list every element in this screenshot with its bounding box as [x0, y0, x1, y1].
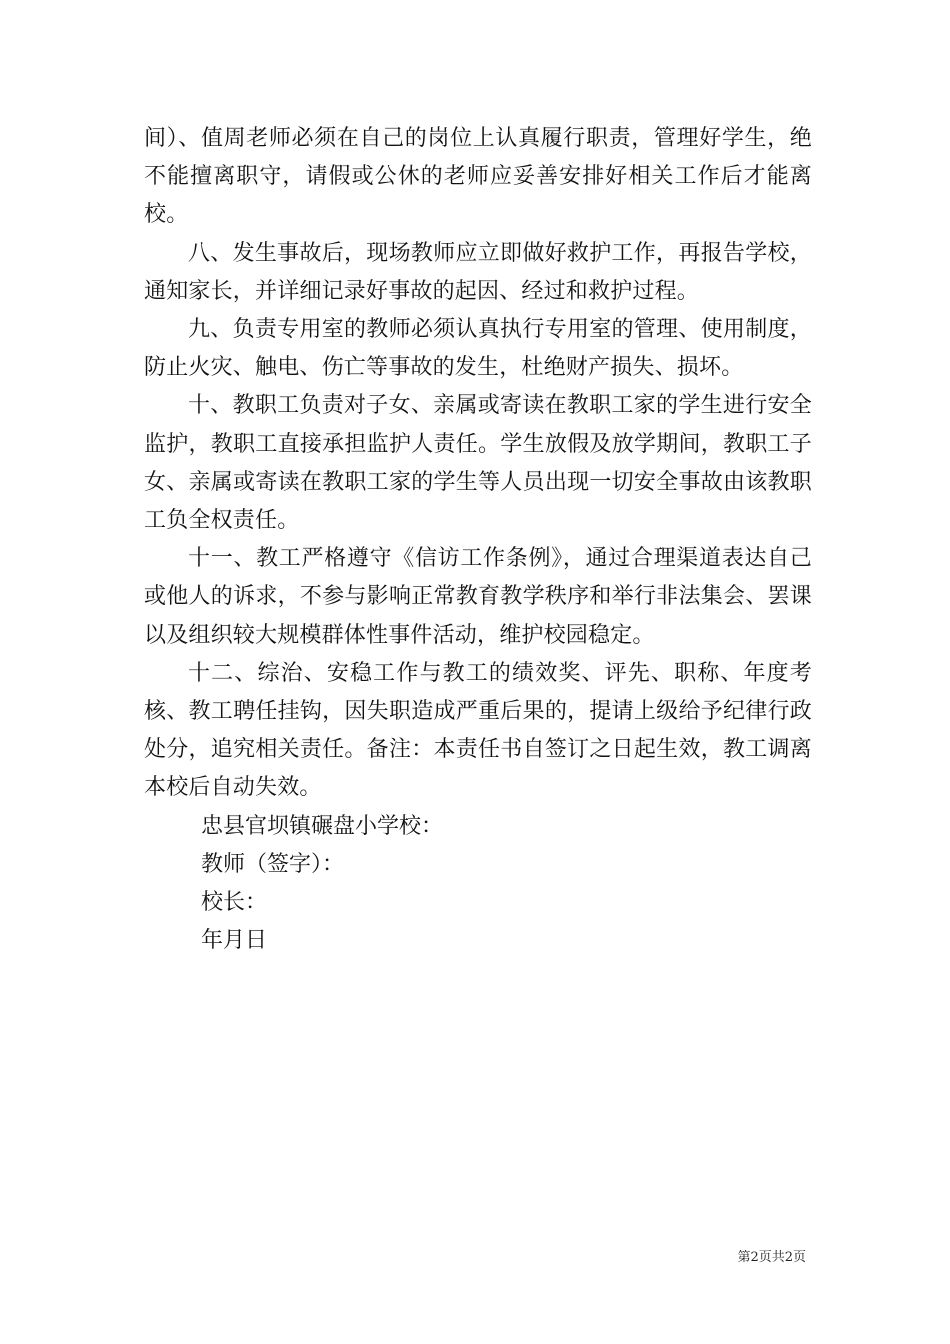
- page-footer: [0, 1246, 806, 1265]
- paragraph-item-9: 九、负责专用室的教师必须认真执行专用室的管理、使用制度，防止火灾、触电、伤亡等事故的发生，杜绝财产损失、损坏。: [144, 317, 812, 381]
- paragraph-item-11: 十一、教工严格遵守《信访工作条例》，通过合理渠道表达自己或他人的诉求，不参与影响正常教育教学秩序和举行非法集会、罢课以及组织较大规模群体性事件活动，维护校园稳定。: [144, 546, 812, 648]
- page-number: 第2页共2页: [737, 1250, 806, 1265]
- signature-school: 忠县官坝镇碾盘小学校：: [201, 813, 444, 839]
- paragraph-item-12: 十二、综治、安稳工作与教工的绩效奖、评先、职称、年度考核、教工聘任挂钩，因失职造成严重后果的，提请上级给予纪律行政处分，追究相关责任。备注：本责任书自签订之日起生效，教工调离本校后自动失效。: [144, 660, 812, 801]
- paragraph-item-8: 八、发生事故后，现场教师应立即做好救护工作，再报告学校，通知家长，并详细记录好事故的起因、经过和救护过程。: [144, 240, 812, 304]
- document-body: [144, 120, 812, 960]
- paragraph-continuation: 间）、值周老师必须在自己的岗位上认真履行职责，管理好学生，绝不能擅离职守，请假或公休的老师应妥善安排好相关工作后才能离校。: [144, 126, 812, 228]
- signature-principal: 校长：: [201, 890, 268, 916]
- paragraph-item-10: 十、教职工负责对子女、亲属或寄读在教职工家的学生进行安全监护，教职工直接承担监护人责任。学生放假及放学期间，教职工子女、亲属或寄读在教职工家的学生等人员出现一切安全事故由该教职工负全权责任。: [144, 393, 812, 534]
- signature-date: 年月日: [201, 928, 268, 954]
- signature-teacher: 教师（签字）：: [201, 851, 345, 877]
